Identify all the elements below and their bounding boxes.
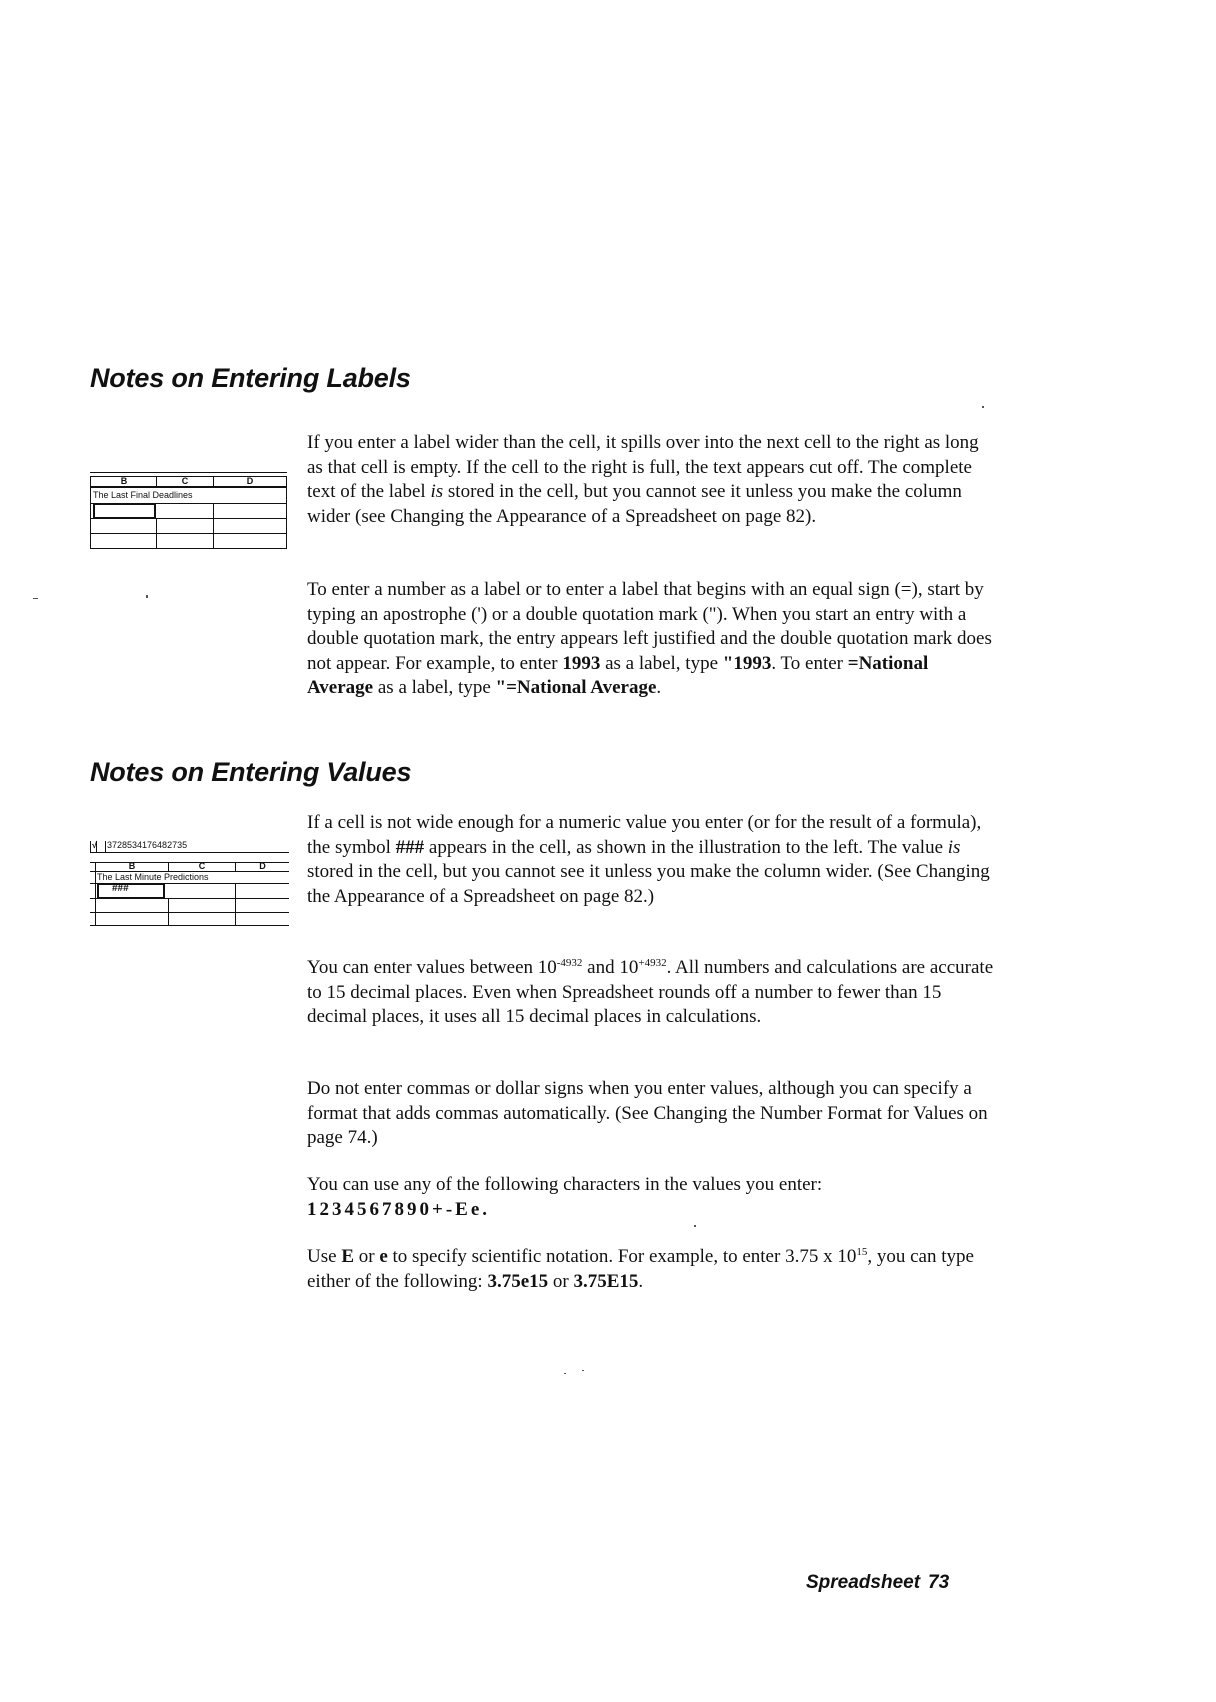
label-spill-illustration (90, 472, 287, 549)
text-run: If a cell is not wide enough for a numeric value you enter (or for the result of a formula), the symbol (307, 812, 982, 858)
text-run: To enter a number as a label or to enter a label that begins with an equal sign (=), start by typing an apostrophe (') or a double quotation mark ("). When you start an entry with a double quotation mark, the entry appears left justified and the double quotation mark does not appear. For example, to enter (307, 579, 992, 674)
labels-paragraph (307, 578, 997, 701)
text-run: =National Average (307, 652, 929, 698)
value-overflow-illustration (90, 838, 289, 926)
formula-bar-checkmark: √ (92, 840, 97, 850)
text-run: as a label, type (373, 677, 496, 698)
selected-cell (97, 883, 165, 899)
text-run: appears in the cell, as shown in the illustration to the left. The value (424, 836, 948, 858)
column-header: C (181, 476, 189, 486)
section-heading-labels: Notes on Entering Labels (90, 363, 411, 393)
scan-speck (582, 1370, 584, 1371)
text-run: and 10 (582, 957, 639, 978)
text-run: . (656, 677, 662, 698)
labels-paragraph (307, 431, 997, 529)
spilled-label-text: The Last Final Deadlines (93, 490, 193, 500)
text-run: Do not enter commas or dollar signs when you enter values, although you can specify a format that adds commas automatically. (See Changing the Number Format for Values on page 74.) (307, 1078, 988, 1148)
overflow-symbol: ### (112, 883, 129, 894)
text-run: or (354, 1246, 380, 1267)
values-paragraph (307, 956, 997, 1030)
selected-cell (93, 503, 156, 519)
text-run: 3.75E15 (573, 1270, 639, 1292)
text-run: . All numbers and calculations are accurate to 15 decimal places. Even when Spreadsheet rounds off a number to fewer than 15 decimal places, it uses all 15 decimal places in calculations. (307, 957, 994, 1027)
label-text: The Last Minute Predictions (97, 872, 209, 882)
text-run: +4932 (638, 957, 667, 969)
text-run: 3.75e15 (487, 1270, 549, 1292)
values-paragraph (307, 1245, 997, 1294)
text-run: E (341, 1246, 354, 1267)
column-header: D (259, 861, 266, 871)
text-run: stored in the cell, but you cannot see it unless you make the column wider (see Changing the Appearance of a Spreadsheet on page 82). (307, 481, 962, 527)
text-run: If you enter a label wider than the cell, it spills over into the next cell to the right as long as that cell is empty. If the cell to the right is full, the text appears cut off. The complete text of the label (307, 432, 979, 502)
column-header: D (246, 476, 254, 486)
text-run: is (947, 836, 961, 858)
text-run: stored in the cell, but you cannot see it unless you make the column wider. (See Changing the Appearance of a Spreadsheet on page 82.) (307, 861, 990, 907)
text-run: , you can type either of the following: (307, 1246, 974, 1292)
scan-speck (146, 595, 148, 598)
text-run: . (638, 1270, 644, 1292)
text-run: is (430, 481, 444, 502)
scan-speck (564, 1373, 566, 1374)
text-run: to specify scientific notation. For example, to enter 3.75 x 10 (387, 1246, 857, 1267)
scan-speck (694, 1225, 696, 1227)
text-run: 15 (856, 1246, 868, 1258)
text-run: You can enter values between 10 (307, 957, 557, 978)
text-run: ### (395, 836, 425, 858)
column-header: B (128, 861, 136, 871)
text-run: "1993 (722, 652, 772, 674)
text-run: e (379, 1246, 388, 1267)
values-paragraph (307, 1173, 997, 1222)
text-run: as a label, type (600, 652, 723, 674)
scan-speck (982, 406, 984, 408)
values-paragraph (307, 811, 997, 909)
page-footer (806, 1572, 949, 1594)
text-run: 1993 (562, 652, 601, 674)
text-run: "=National Average (495, 677, 657, 698)
footer-title: Spreadsheet (806, 1572, 921, 1593)
column-header: C (198, 861, 206, 871)
text-run: -4932 (556, 957, 583, 969)
page-number: 73 (928, 1572, 950, 1593)
formula-bar-entry: 3728534176482735 (107, 840, 188, 850)
text-run: 1234567890+-Ee. (307, 1198, 491, 1220)
scan-speck (33, 598, 38, 599)
column-header: B (120, 476, 128, 486)
text-run: You can use any of the following characters in the values you enter: (307, 1174, 823, 1195)
values-paragraph (307, 1077, 997, 1151)
text-run: Use (307, 1246, 342, 1267)
section-heading-values: Notes on Entering Values (90, 757, 412, 787)
text-run: . To enter (771, 652, 848, 674)
text-run: or (548, 1270, 574, 1292)
